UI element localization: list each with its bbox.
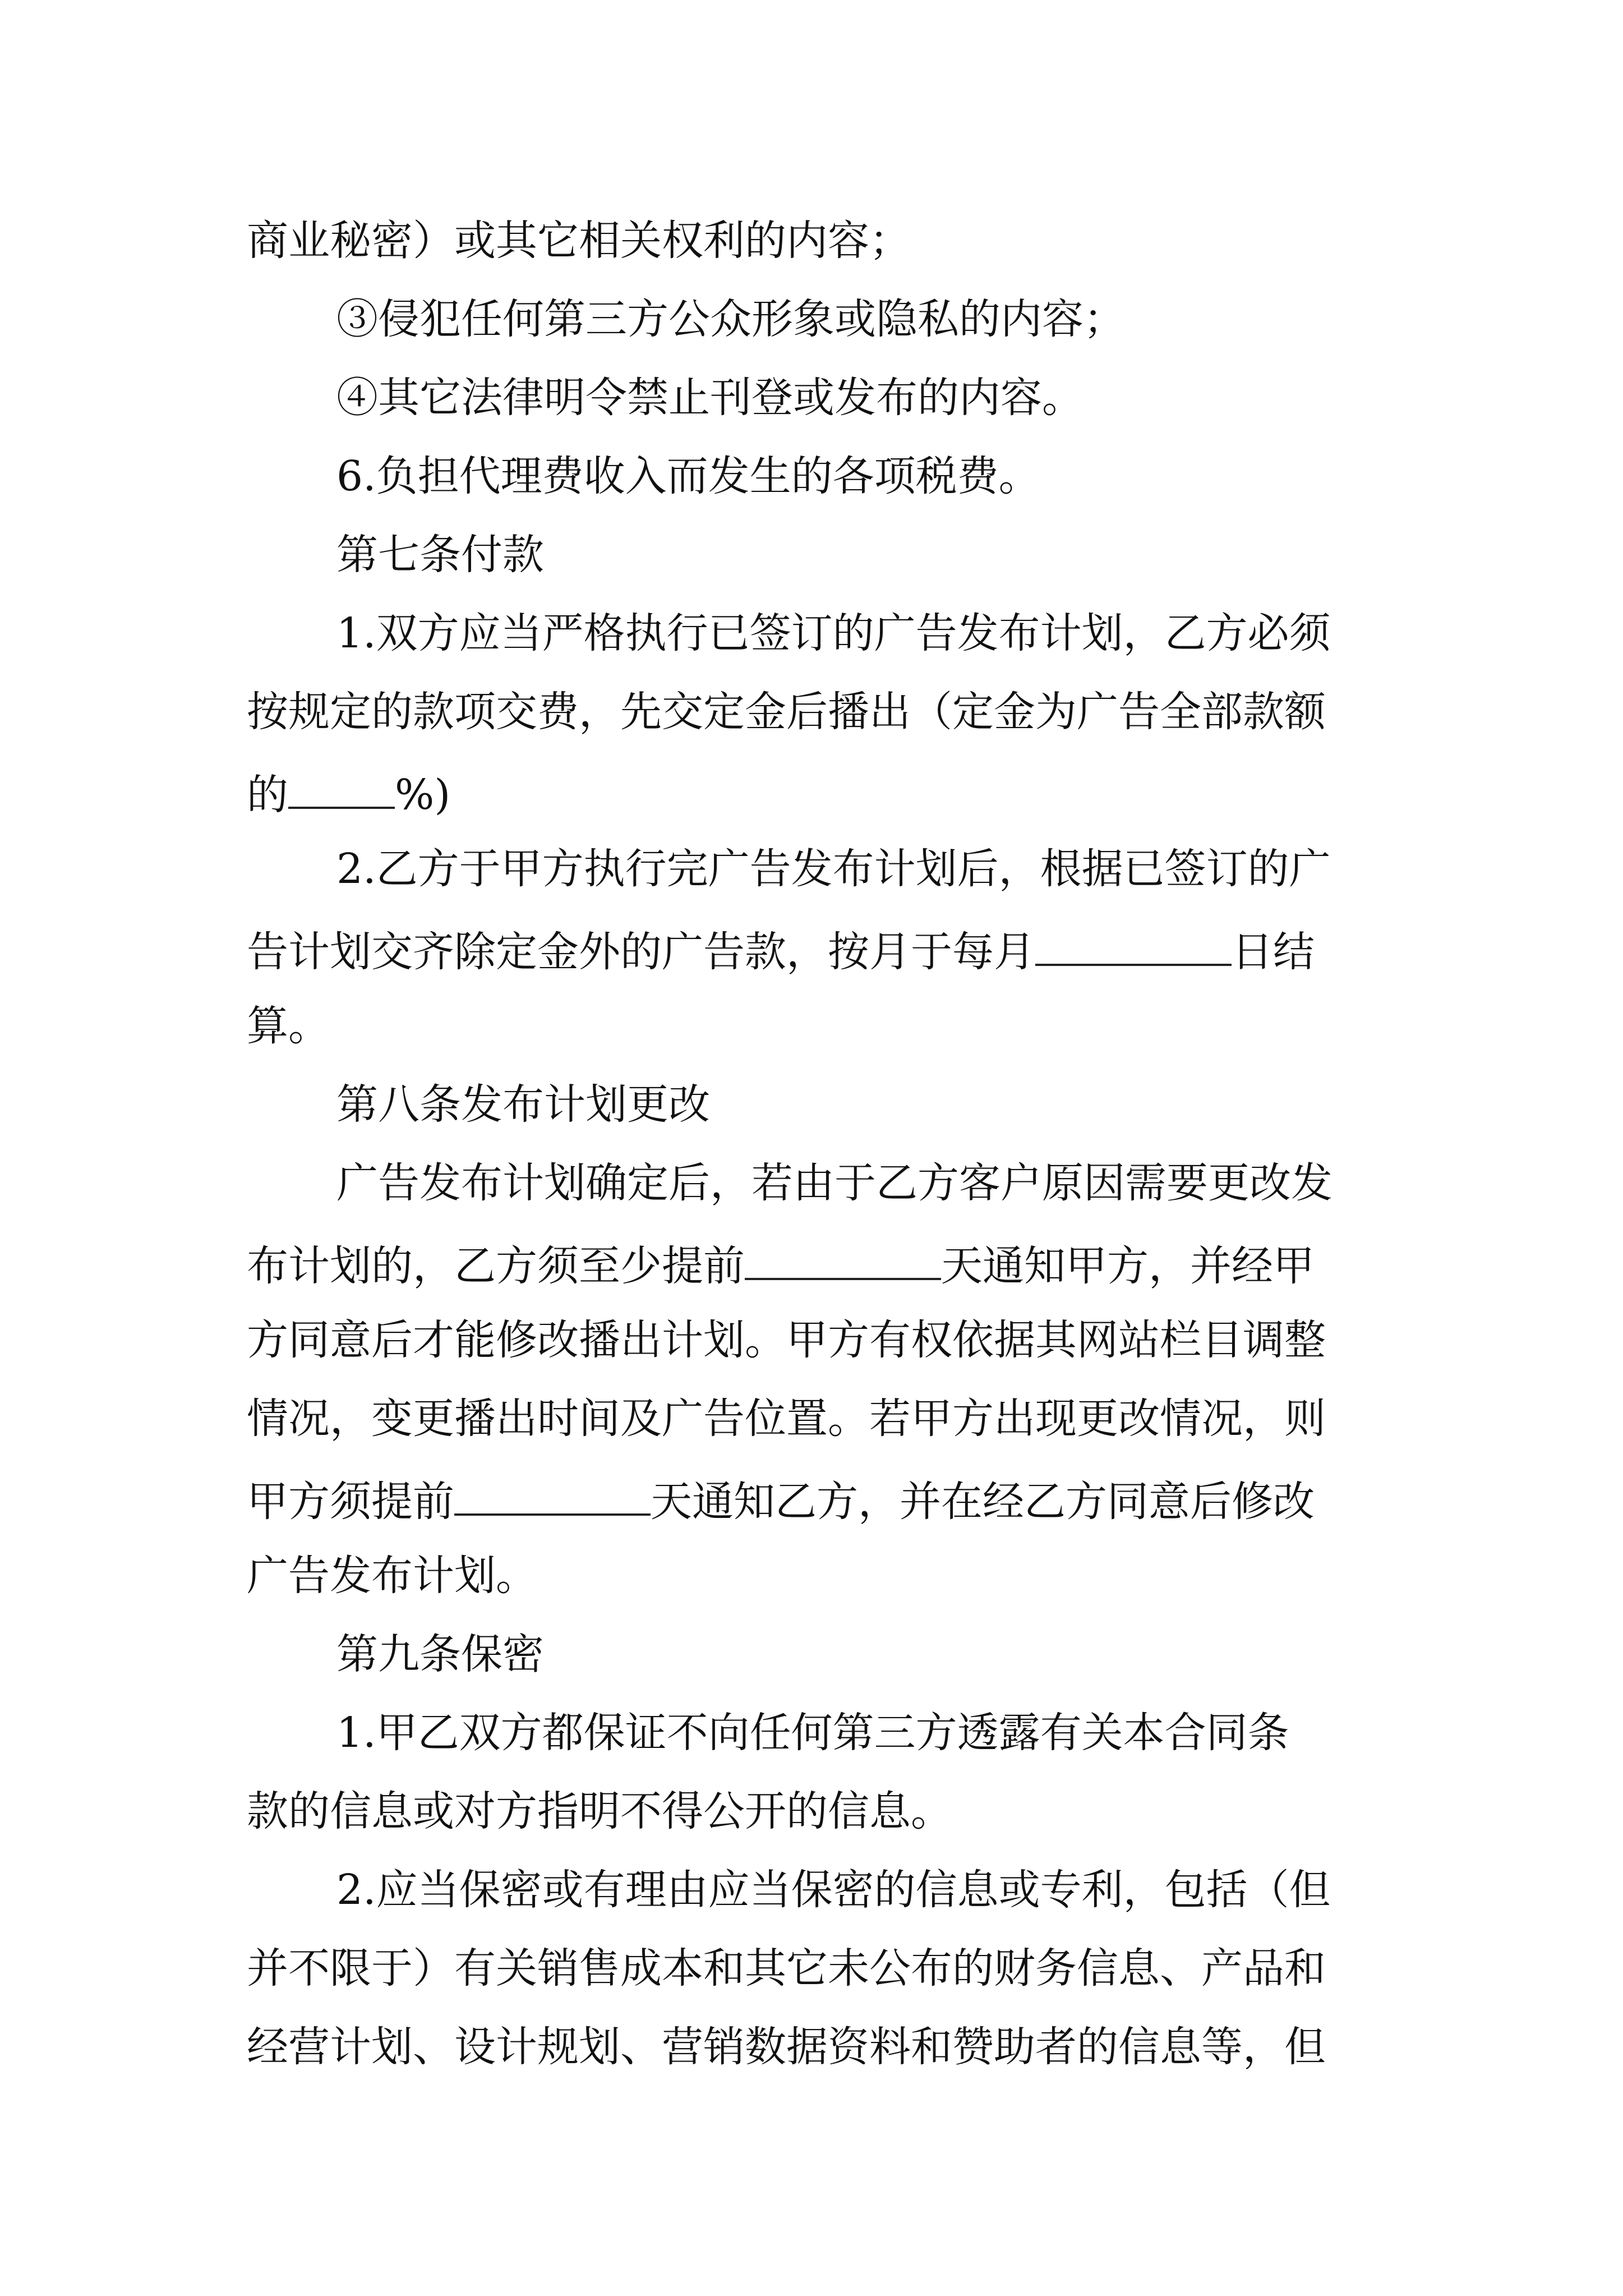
- text-line: [247, 1476, 1391, 1526]
- section-heading: 第七条付款: [336, 531, 544, 579]
- text-line: 2.应当保密或有理由应当保密的信息或专利，包括（但: [336, 1866, 1331, 1914]
- text-line: 广告发布计划确定后，若由于乙方客户原因需要更改发: [336, 1159, 1332, 1207]
- text-segment: 天通知乙方，并在经乙方同意后修改: [651, 1478, 1315, 1526]
- text-line: ④其它法律明令禁止刊登或发布的内容。: [336, 374, 1083, 422]
- fill-in-blank: [745, 1241, 941, 1280]
- text-line: 广告发布计划。: [247, 1552, 537, 1600]
- text-line: 经营计划、设计规划、营销数据资料和赞助者的信息等，但: [247, 2023, 1326, 2071]
- text-line: ③侵犯任何第三方公众形象或隐私的内容；: [336, 295, 1125, 343]
- text-line: 方同意后才能修改播出计划。甲方有权依据其网站栏目调整: [247, 1316, 1326, 1364]
- text-line: 1.双方应当严格执行已签订的广告发布计划，乙方必须: [336, 609, 1331, 657]
- text-line: 1.甲乙双方都保证不向任何第三方透露有关本合同条: [336, 1709, 1289, 1757]
- text-line: 情况，变更播出时间及广告位置。若甲方出现更改情况，则: [247, 1395, 1326, 1443]
- text-segment: %): [395, 771, 451, 819]
- text-line: 款的信息或对方指明不得公开的信息。: [247, 1787, 952, 1835]
- text-segment: 甲方须提前: [247, 1478, 454, 1526]
- text-line: 并不限于）有关销售成本和其它未公布的财务信息、产品和: [247, 1944, 1326, 1993]
- text-segment: 告计划交齐除定金外的广告款，按月于每月: [247, 928, 1035, 976]
- text-line: 商业秘密）或其它相关权利的内容；: [247, 217, 911, 265]
- text-line: 算。: [247, 1002, 330, 1050]
- section-heading: 第八条发布计划更改: [336, 1080, 710, 1129]
- text-line: 2.乙方于甲方执行完广告发布计划后，根据已签订的广: [336, 845, 1331, 893]
- text-segment: 布计划的，乙方须至少提前: [247, 1242, 745, 1290]
- text-line: [247, 1241, 1391, 1290]
- section-heading: 第九条保密: [336, 1630, 544, 1678]
- text-segment: 日结: [1232, 928, 1315, 976]
- fill-in-blank: [1035, 927, 1232, 966]
- text-line: [247, 770, 1391, 819]
- text-segment: 天通知甲方，并经甲: [941, 1242, 1315, 1290]
- text-line: [247, 927, 1391, 976]
- text-line: 按规定的款项交费，先交定金后播出（定金为广告全部款额: [247, 688, 1326, 736]
- fill-in-blank: [288, 770, 395, 809]
- text-line: 6.负担代理费收入而发生的各项税费。: [336, 452, 1040, 500]
- fill-in-blank: [454, 1476, 651, 1516]
- text-segment: 的: [247, 771, 288, 819]
